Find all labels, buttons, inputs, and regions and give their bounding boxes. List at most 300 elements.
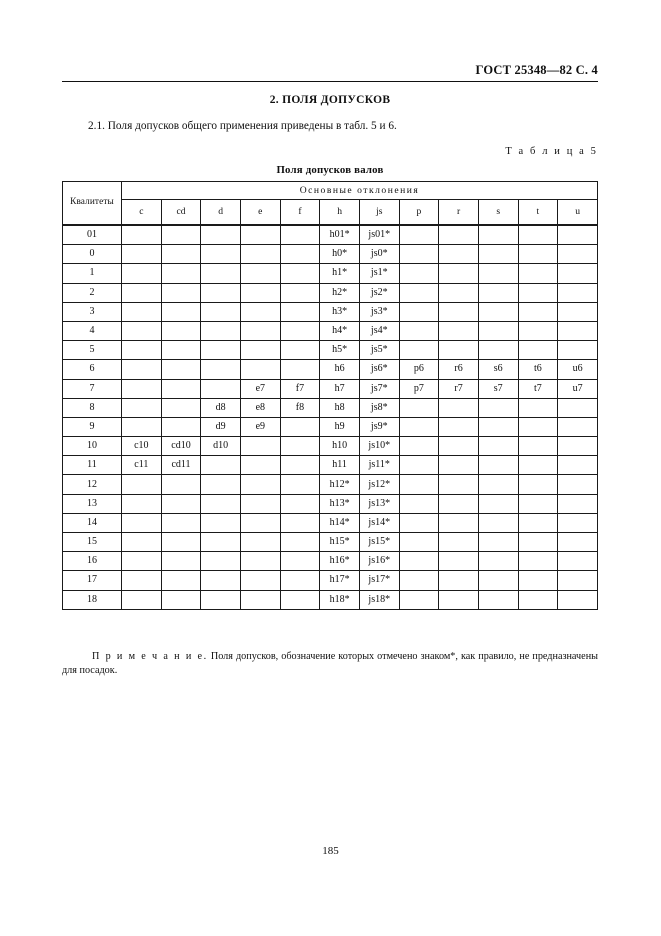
cell-c-0 bbox=[122, 245, 162, 264]
cell-quality: 12 bbox=[63, 475, 122, 494]
cell-c-15 bbox=[122, 533, 162, 552]
cell-quality: 8 bbox=[63, 398, 122, 417]
cell-js-16: js16* bbox=[359, 552, 399, 571]
cell-c-9 bbox=[122, 417, 162, 436]
cell-d-16 bbox=[201, 552, 241, 571]
cell-js-12: js12* bbox=[359, 475, 399, 494]
cell-d-1 bbox=[201, 264, 241, 283]
note-text: Поля допусков, обозначение которых отмечено знаком*, как правило, не предназначены для посадок. bbox=[62, 651, 598, 676]
cell-d-2 bbox=[201, 283, 241, 302]
cell-quality: 14 bbox=[63, 513, 122, 532]
cell-c-2 bbox=[122, 283, 162, 302]
cell-quality: 3 bbox=[63, 302, 122, 321]
cell-cd-5 bbox=[161, 341, 201, 360]
cell-s-3 bbox=[478, 302, 518, 321]
cell-u-1 bbox=[558, 264, 598, 283]
table-row bbox=[63, 225, 598, 245]
cell-t-11 bbox=[518, 456, 558, 475]
cell-t-14 bbox=[518, 513, 558, 532]
column-header-h: h bbox=[320, 200, 360, 226]
cell-t-12 bbox=[518, 475, 558, 494]
cell-cd-0 bbox=[161, 245, 201, 264]
cell-e-2 bbox=[240, 283, 280, 302]
cell-f-1 bbox=[280, 264, 320, 283]
cell-h-15: h15* bbox=[320, 533, 360, 552]
cell-quality: 13 bbox=[63, 494, 122, 513]
cell-r-0 bbox=[439, 245, 479, 264]
cell-d-7 bbox=[201, 379, 241, 398]
table-row bbox=[63, 590, 598, 609]
cell-quality: 10 bbox=[63, 437, 122, 456]
cell-p-15 bbox=[399, 533, 439, 552]
cell-c-16 bbox=[122, 552, 162, 571]
cell-s-7: s7 bbox=[478, 379, 518, 398]
cell-r-13 bbox=[439, 494, 479, 513]
column-header-t: t bbox=[518, 200, 558, 226]
cell-h-17: h17* bbox=[320, 571, 360, 590]
cell-r-10 bbox=[439, 437, 479, 456]
table-row bbox=[63, 398, 598, 417]
cell-t-15 bbox=[518, 533, 558, 552]
cell-t-13 bbox=[518, 494, 558, 513]
table-row bbox=[63, 321, 598, 340]
cell-t-5 bbox=[518, 341, 558, 360]
cell-f-2 bbox=[280, 283, 320, 302]
cell-s-9 bbox=[478, 417, 518, 436]
cell-d-01 bbox=[201, 225, 241, 245]
cell-r-7: r7 bbox=[439, 379, 479, 398]
cell-s-4 bbox=[478, 321, 518, 340]
cell-u-8 bbox=[558, 398, 598, 417]
cell-quality: 18 bbox=[63, 590, 122, 609]
cell-e-9: e9 bbox=[240, 417, 280, 436]
table-row bbox=[63, 245, 598, 264]
cell-quality: 11 bbox=[63, 456, 122, 475]
cell-h-16: h16* bbox=[320, 552, 360, 571]
cell-u-18 bbox=[558, 590, 598, 609]
cell-quality: 1 bbox=[63, 264, 122, 283]
cell-d-14 bbox=[201, 513, 241, 532]
cell-d-10: d10 bbox=[201, 437, 241, 456]
cell-e-14 bbox=[240, 513, 280, 532]
cell-s-13 bbox=[478, 494, 518, 513]
cell-r-15 bbox=[439, 533, 479, 552]
cell-h-13: h13* bbox=[320, 494, 360, 513]
cell-s-2 bbox=[478, 283, 518, 302]
cell-f-10 bbox=[280, 437, 320, 456]
cell-cd-17 bbox=[161, 571, 201, 590]
cell-f-16 bbox=[280, 552, 320, 571]
cell-p-18 bbox=[399, 590, 439, 609]
cell-h-3: h3* bbox=[320, 302, 360, 321]
cell-p-2 bbox=[399, 283, 439, 302]
cell-f-17 bbox=[280, 571, 320, 590]
cell-d-0 bbox=[201, 245, 241, 264]
column-header-e: e bbox=[240, 200, 280, 226]
tolerance-fields-table-wrapper bbox=[62, 181, 598, 610]
cell-js-13: js13* bbox=[359, 494, 399, 513]
cell-js-15: js15* bbox=[359, 533, 399, 552]
cell-d-8: d8 bbox=[201, 398, 241, 417]
cell-s-17 bbox=[478, 571, 518, 590]
table-row bbox=[63, 513, 598, 532]
cell-t-10 bbox=[518, 437, 558, 456]
cell-d-5 bbox=[201, 341, 241, 360]
cell-e-1 bbox=[240, 264, 280, 283]
cell-p-10 bbox=[399, 437, 439, 456]
cell-cd-3 bbox=[161, 302, 201, 321]
cell-h-0: h0* bbox=[320, 245, 360, 264]
cell-p-17 bbox=[399, 571, 439, 590]
cell-f-7: f7 bbox=[280, 379, 320, 398]
cell-e-12 bbox=[240, 475, 280, 494]
cell-t-2 bbox=[518, 283, 558, 302]
cell-js-18: js18* bbox=[359, 590, 399, 609]
cell-h-4: h4* bbox=[320, 321, 360, 340]
table-row bbox=[63, 264, 598, 283]
column-header-u: u bbox=[558, 200, 598, 226]
cell-u-13 bbox=[558, 494, 598, 513]
cell-p-11 bbox=[399, 456, 439, 475]
note-lead: П р и м е ч а н и е. bbox=[92, 651, 208, 662]
cell-e-7: e7 bbox=[240, 379, 280, 398]
cell-t-01 bbox=[518, 225, 558, 245]
cell-h-12: h12* bbox=[320, 475, 360, 494]
cell-c-17 bbox=[122, 571, 162, 590]
cell-f-13 bbox=[280, 494, 320, 513]
cell-d-6 bbox=[201, 360, 241, 379]
cell-u-9 bbox=[558, 417, 598, 436]
column-header-js: js bbox=[359, 200, 399, 226]
cell-t-0 bbox=[518, 245, 558, 264]
column-header-c: c bbox=[122, 200, 162, 226]
cell-u-15 bbox=[558, 533, 598, 552]
cell-s-01 bbox=[478, 225, 518, 245]
tolerance-fields-table bbox=[62, 181, 598, 610]
cell-f-5 bbox=[280, 341, 320, 360]
cell-f-9 bbox=[280, 417, 320, 436]
cell-e-16 bbox=[240, 552, 280, 571]
cell-r-4 bbox=[439, 321, 479, 340]
cell-u-11 bbox=[558, 456, 598, 475]
cell-p-5 bbox=[399, 341, 439, 360]
cell-t-8 bbox=[518, 398, 558, 417]
cell-f-8: f8 bbox=[280, 398, 320, 417]
cell-s-1 bbox=[478, 264, 518, 283]
table-row bbox=[63, 379, 598, 398]
cell-quality: 5 bbox=[63, 341, 122, 360]
table-row bbox=[63, 302, 598, 321]
column-header-r: r bbox=[439, 200, 479, 226]
cell-t-7: t7 bbox=[518, 379, 558, 398]
cell-u-7: u7 bbox=[558, 379, 598, 398]
cell-d-3 bbox=[201, 302, 241, 321]
cell-r-9 bbox=[439, 417, 479, 436]
table-body bbox=[63, 225, 598, 609]
cell-cd-15 bbox=[161, 533, 201, 552]
column-header-s: s bbox=[478, 200, 518, 226]
column-header-f: f bbox=[280, 200, 320, 226]
cell-h-6: h6 bbox=[320, 360, 360, 379]
cell-t-4 bbox=[518, 321, 558, 340]
cell-p-4 bbox=[399, 321, 439, 340]
cell-cd-1 bbox=[161, 264, 201, 283]
cell-cd-16 bbox=[161, 552, 201, 571]
cell-f-0 bbox=[280, 245, 320, 264]
cell-cd-14 bbox=[161, 513, 201, 532]
cell-quality: 6 bbox=[63, 360, 122, 379]
cell-cd-2 bbox=[161, 283, 201, 302]
cell-js-2: js2* bbox=[359, 283, 399, 302]
cell-e-0 bbox=[240, 245, 280, 264]
cell-c-12 bbox=[122, 475, 162, 494]
cell-p-14 bbox=[399, 513, 439, 532]
cell-s-12 bbox=[478, 475, 518, 494]
cell-quality: 2 bbox=[63, 283, 122, 302]
cell-u-10 bbox=[558, 437, 598, 456]
cell-r-2 bbox=[439, 283, 479, 302]
cell-p-13 bbox=[399, 494, 439, 513]
cell-s-15 bbox=[478, 533, 518, 552]
cell-h-2: h2* bbox=[320, 283, 360, 302]
cell-u-01 bbox=[558, 225, 598, 245]
cell-js-01: js01* bbox=[359, 225, 399, 245]
cell-p-7: p7 bbox=[399, 379, 439, 398]
cell-u-17 bbox=[558, 571, 598, 590]
cell-t-1 bbox=[518, 264, 558, 283]
cell-s-10 bbox=[478, 437, 518, 456]
cell-c-13 bbox=[122, 494, 162, 513]
cell-h-14: h14* bbox=[320, 513, 360, 532]
column-header-p: p bbox=[399, 200, 439, 226]
cell-d-15 bbox=[201, 533, 241, 552]
cell-c-18 bbox=[122, 590, 162, 609]
cell-f-3 bbox=[280, 302, 320, 321]
cell-s-8 bbox=[478, 398, 518, 417]
header-rule bbox=[62, 81, 598, 82]
cell-quality: 4 bbox=[63, 321, 122, 340]
table-row bbox=[63, 437, 598, 456]
cell-js-7: js7* bbox=[359, 379, 399, 398]
cell-c-6 bbox=[122, 360, 162, 379]
cell-c-7 bbox=[122, 379, 162, 398]
cell-r-3 bbox=[439, 302, 479, 321]
cell-js-8: js8* bbox=[359, 398, 399, 417]
cell-s-14 bbox=[478, 513, 518, 532]
cell-h-8: h8 bbox=[320, 398, 360, 417]
cell-quality: 9 bbox=[63, 417, 122, 436]
cell-h-9: h9 bbox=[320, 417, 360, 436]
cell-cd-10: cd10 bbox=[161, 437, 201, 456]
cell-e-17 bbox=[240, 571, 280, 590]
cell-u-16 bbox=[558, 552, 598, 571]
cell-cd-4 bbox=[161, 321, 201, 340]
cell-c-5 bbox=[122, 341, 162, 360]
cell-js-1: js1* bbox=[359, 264, 399, 283]
table-row bbox=[63, 533, 598, 552]
cell-r-8 bbox=[439, 398, 479, 417]
cell-f-01 bbox=[280, 225, 320, 245]
cell-cd-01 bbox=[161, 225, 201, 245]
cell-t-9 bbox=[518, 417, 558, 436]
column-header-d: d bbox=[201, 200, 241, 226]
table-row bbox=[63, 456, 598, 475]
column-header-group-deviations: Основные отклонения bbox=[122, 182, 598, 200]
cell-r-14 bbox=[439, 513, 479, 532]
table-number-label: Т а б л и ц а 5 bbox=[505, 146, 598, 157]
cell-quality: 15 bbox=[63, 533, 122, 552]
cell-js-0: js0* bbox=[359, 245, 399, 264]
cell-d-4 bbox=[201, 321, 241, 340]
cell-c-4 bbox=[122, 321, 162, 340]
table-row bbox=[63, 571, 598, 590]
cell-r-17 bbox=[439, 571, 479, 590]
cell-e-11 bbox=[240, 456, 280, 475]
cell-js-3: js3* bbox=[359, 302, 399, 321]
cell-f-12 bbox=[280, 475, 320, 494]
cell-h-11: h11 bbox=[320, 456, 360, 475]
cell-d-17 bbox=[201, 571, 241, 590]
cell-d-18 bbox=[201, 590, 241, 609]
cell-js-14: js14* bbox=[359, 513, 399, 532]
cell-t-3 bbox=[518, 302, 558, 321]
cell-s-18 bbox=[478, 590, 518, 609]
column-header-cd: cd bbox=[161, 200, 201, 226]
cell-quality: 16 bbox=[63, 552, 122, 571]
cell-d-12 bbox=[201, 475, 241, 494]
cell-r-16 bbox=[439, 552, 479, 571]
cell-t-16 bbox=[518, 552, 558, 571]
cell-js-4: js4* bbox=[359, 321, 399, 340]
cell-h-10: h10 bbox=[320, 437, 360, 456]
cell-u-0 bbox=[558, 245, 598, 264]
cell-u-12 bbox=[558, 475, 598, 494]
cell-e-13 bbox=[240, 494, 280, 513]
cell-e-18 bbox=[240, 590, 280, 609]
cell-quality: 17 bbox=[63, 571, 122, 590]
cell-c-3 bbox=[122, 302, 162, 321]
cell-u-14 bbox=[558, 513, 598, 532]
cell-s-0 bbox=[478, 245, 518, 264]
cell-p-01 bbox=[399, 225, 439, 245]
cell-e-4 bbox=[240, 321, 280, 340]
cell-h-7: h7 bbox=[320, 379, 360, 398]
table-row bbox=[63, 283, 598, 302]
cell-f-11 bbox=[280, 456, 320, 475]
cell-f-6 bbox=[280, 360, 320, 379]
cell-h-01: h01* bbox=[320, 225, 360, 245]
cell-d-11 bbox=[201, 456, 241, 475]
cell-f-18 bbox=[280, 590, 320, 609]
table-head bbox=[63, 182, 598, 226]
cell-cd-13 bbox=[161, 494, 201, 513]
cell-cd-7 bbox=[161, 379, 201, 398]
cell-p-8 bbox=[399, 398, 439, 417]
cell-r-6: r6 bbox=[439, 360, 479, 379]
cell-e-5 bbox=[240, 341, 280, 360]
cell-cd-6 bbox=[161, 360, 201, 379]
cell-r-5 bbox=[439, 341, 479, 360]
cell-js-11: js11* bbox=[359, 456, 399, 475]
cell-e-01 bbox=[240, 225, 280, 245]
cell-p-3 bbox=[399, 302, 439, 321]
column-header-quality: Квалитеты bbox=[63, 182, 122, 226]
cell-u-5 bbox=[558, 341, 598, 360]
cell-t-18 bbox=[518, 590, 558, 609]
cell-d-9: d9 bbox=[201, 417, 241, 436]
cell-cd-9 bbox=[161, 417, 201, 436]
cell-t-6: t6 bbox=[518, 360, 558, 379]
cell-r-1 bbox=[439, 264, 479, 283]
section-title: 2. ПОЛЯ ДОПУСКОВ bbox=[269, 94, 391, 106]
running-header: ГОСТ 25348—82 С. 4 bbox=[475, 63, 598, 77]
cell-u-4 bbox=[558, 321, 598, 340]
cell-p-16 bbox=[399, 552, 439, 571]
cell-h-18: h18* bbox=[320, 590, 360, 609]
table-head-group-row bbox=[63, 182, 598, 200]
cell-u-6: u6 bbox=[558, 360, 598, 379]
cell-p-9 bbox=[399, 417, 439, 436]
cell-r-01 bbox=[439, 225, 479, 245]
cell-js-5: js5* bbox=[359, 341, 399, 360]
cell-e-8: e8 bbox=[240, 398, 280, 417]
table-row bbox=[63, 475, 598, 494]
cell-p-12 bbox=[399, 475, 439, 494]
table-row bbox=[63, 417, 598, 436]
table-head-column-row bbox=[63, 200, 598, 226]
cell-r-18 bbox=[439, 590, 479, 609]
cell-cd-8 bbox=[161, 398, 201, 417]
cell-p-1 bbox=[399, 264, 439, 283]
cell-t-17 bbox=[518, 571, 558, 590]
cell-cd-18 bbox=[161, 590, 201, 609]
cell-e-6 bbox=[240, 360, 280, 379]
cell-cd-12 bbox=[161, 475, 201, 494]
cell-p-0 bbox=[399, 245, 439, 264]
cell-js-6: js6* bbox=[359, 360, 399, 379]
cell-c-10: c10 bbox=[122, 437, 162, 456]
cell-r-12 bbox=[439, 475, 479, 494]
cell-js-9: js9* bbox=[359, 417, 399, 436]
table-row bbox=[63, 552, 598, 571]
cell-c-1 bbox=[122, 264, 162, 283]
cell-js-10: js10* bbox=[359, 437, 399, 456]
cell-e-10 bbox=[240, 437, 280, 456]
cell-quality: 0 bbox=[63, 245, 122, 264]
cell-c-01 bbox=[122, 225, 162, 245]
cell-d-13 bbox=[201, 494, 241, 513]
cell-quality: 7 bbox=[63, 379, 122, 398]
cell-s-11 bbox=[478, 456, 518, 475]
cell-f-4 bbox=[280, 321, 320, 340]
cell-s-16 bbox=[478, 552, 518, 571]
cell-h-5: h5* bbox=[320, 341, 360, 360]
cell-r-11 bbox=[439, 456, 479, 475]
cell-c-14 bbox=[122, 513, 162, 532]
table-note bbox=[62, 650, 598, 677]
cell-f-15 bbox=[280, 533, 320, 552]
cell-u-2 bbox=[558, 283, 598, 302]
cell-s-6: s6 bbox=[478, 360, 518, 379]
cell-h-1: h1* bbox=[320, 264, 360, 283]
cell-c-11: c11 bbox=[122, 456, 162, 475]
cell-s-5 bbox=[478, 341, 518, 360]
table-row bbox=[63, 360, 598, 379]
cell-cd-11: cd11 bbox=[161, 456, 201, 475]
cell-u-3 bbox=[558, 302, 598, 321]
cell-js-17: js17* bbox=[359, 571, 399, 590]
table-row bbox=[63, 341, 598, 360]
